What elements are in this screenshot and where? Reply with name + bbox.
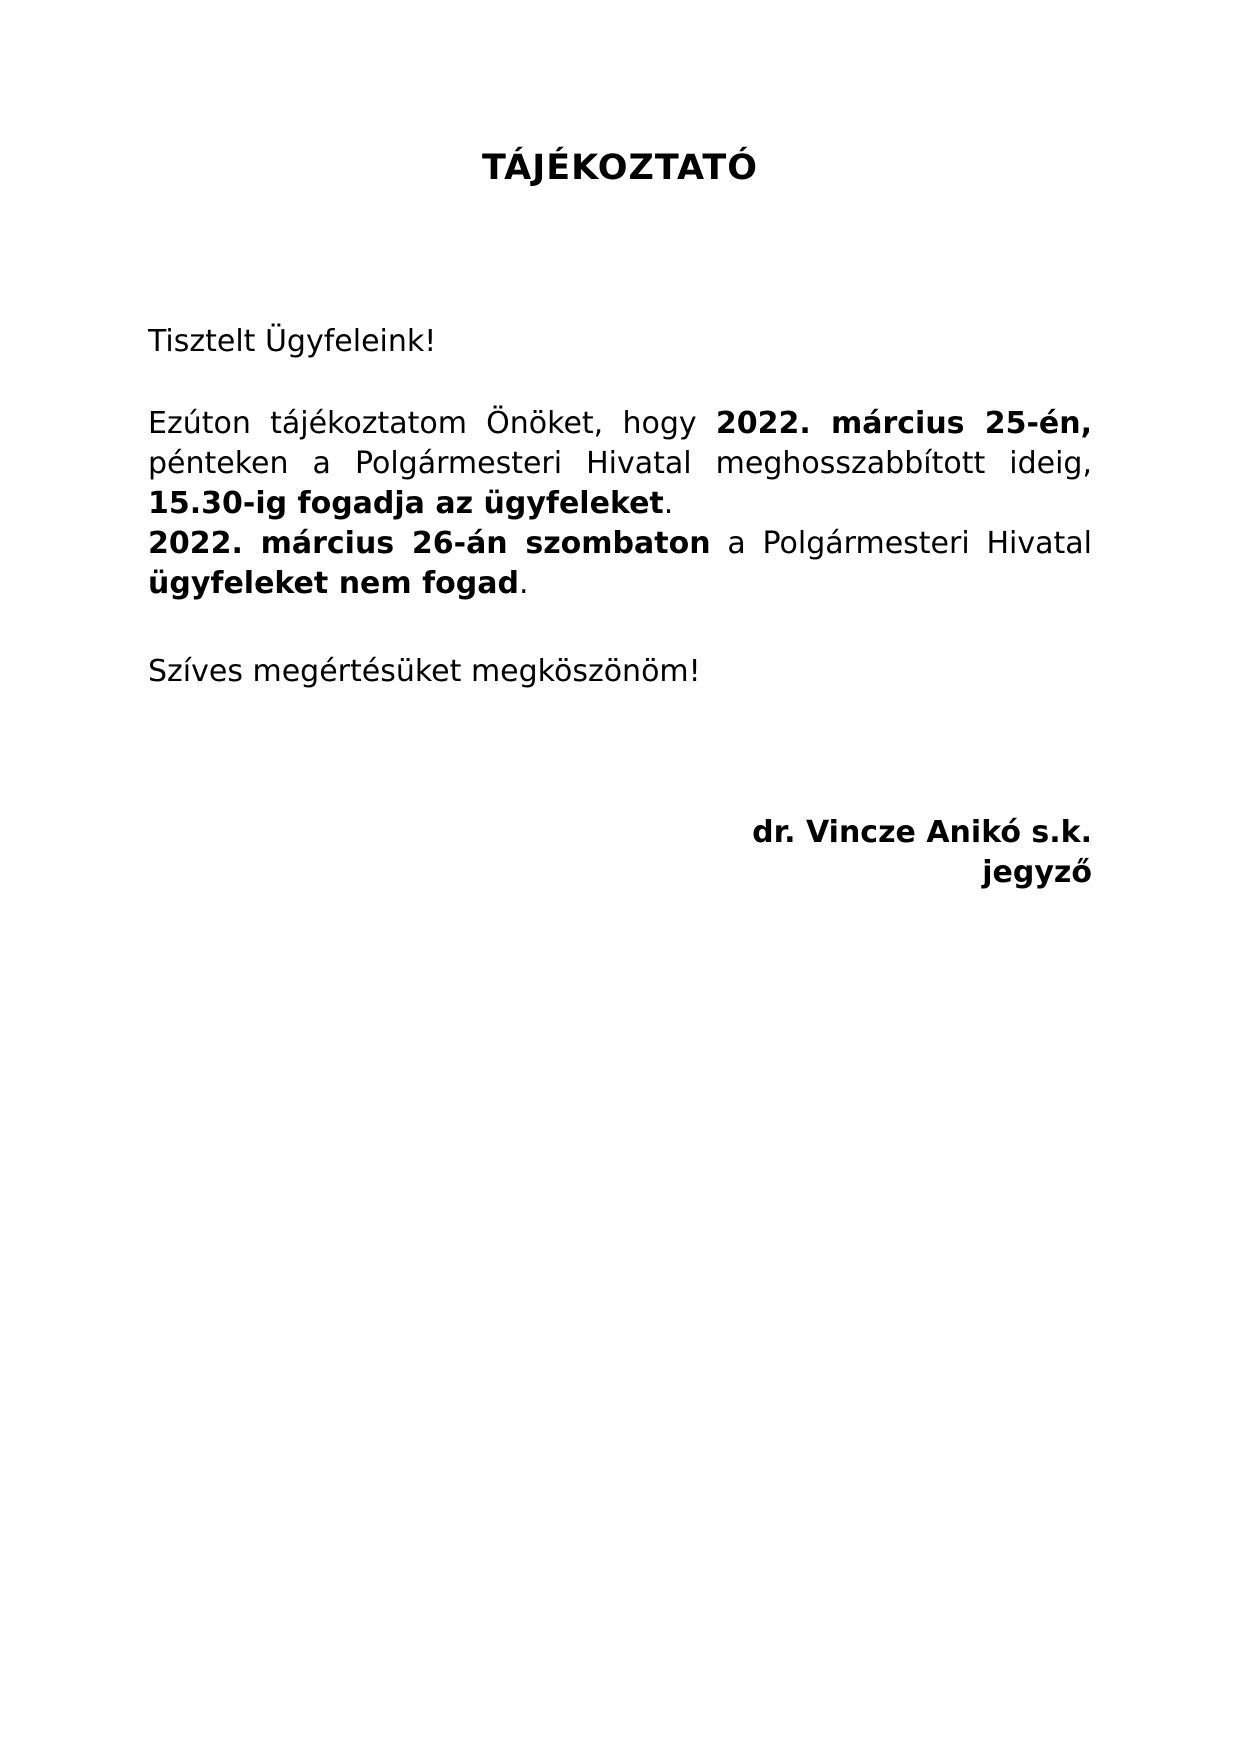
notice-text: a Polgármesteri Hivatal <box>710 526 1092 561</box>
notice-date-saturday: 2022. március 26-án szombaton <box>148 526 711 561</box>
signature-block <box>752 813 1092 893</box>
closing-line: Szíves megértésüket megköszönöm! <box>148 654 701 689</box>
notice-text: Ezúton tájékoztatom Önöket, hogy <box>148 406 716 441</box>
notice-paragraph-friday <box>148 404 1092 524</box>
notice-text: pénteken a Polgármesteri Hivatal meghosszabbított ideig, <box>148 446 1092 481</box>
document-title: TÁJÉKOZTATÓ <box>481 148 758 188</box>
notice-hours: 15.30-ig fogadja az ügyfeleket <box>148 486 664 521</box>
notice-paragraph-saturday <box>148 524 1092 604</box>
salutation: Tisztelt Ügyfeleink! <box>148 324 437 359</box>
notice-text: . <box>663 486 674 521</box>
notice-body <box>148 404 1092 604</box>
signature-name: dr. Vincze Anikó s.k. <box>752 815 1092 850</box>
notice-text: . <box>518 566 529 601</box>
notice-date-friday: 2022. március 25-én, <box>715 406 1092 441</box>
notice-closed: ügyfeleket nem fogad <box>148 566 519 601</box>
signature-role: jegyző <box>982 855 1092 890</box>
